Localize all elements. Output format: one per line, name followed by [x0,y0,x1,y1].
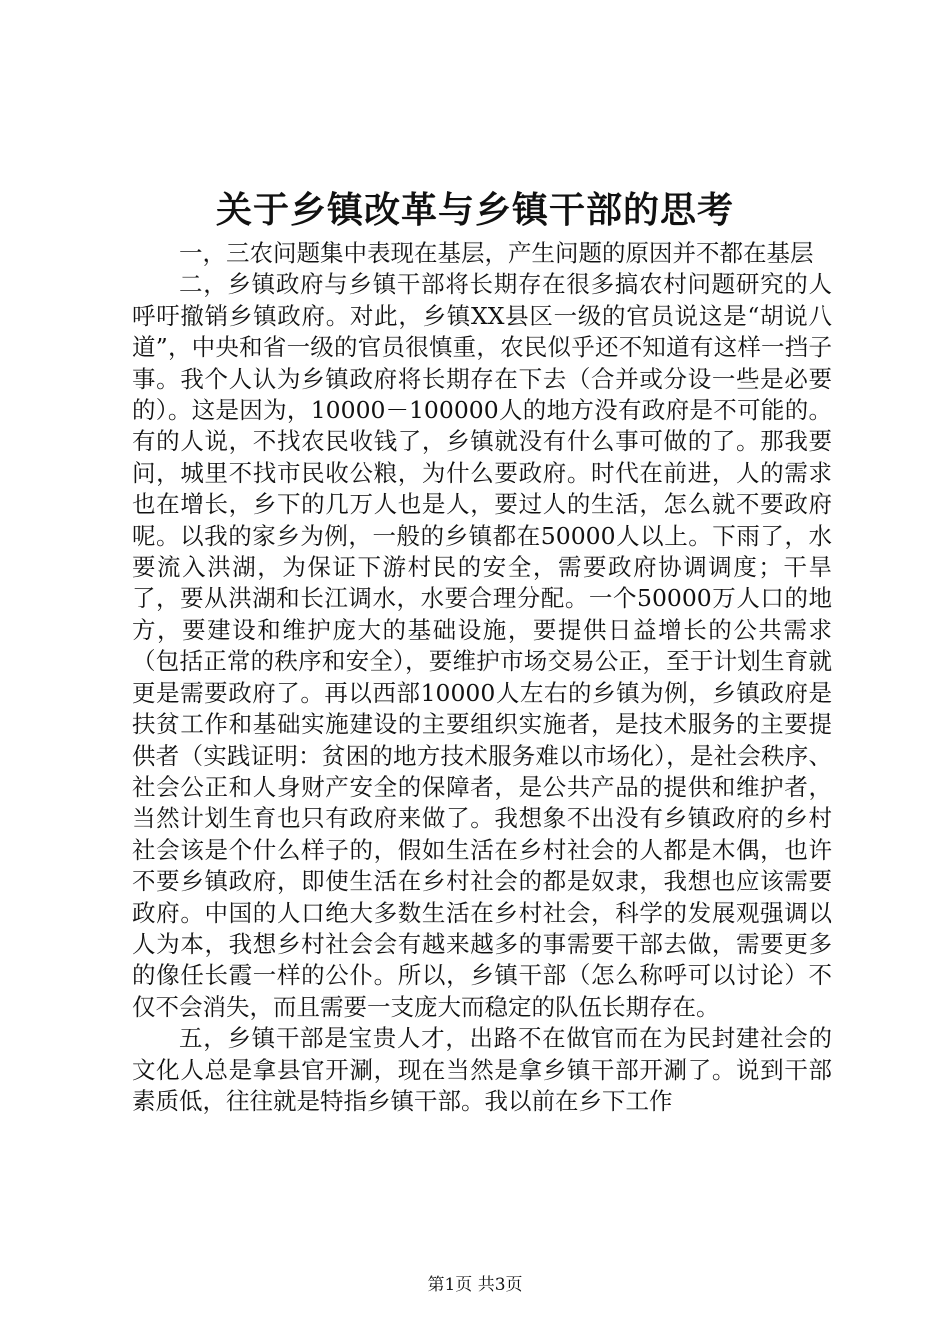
page-footer: 第1页 共3页 [427,1275,523,1295]
paragraph-2: 二，乡镇政府与乡镇干部将长期存在很多搞农村问题研究的人呼吁撤销乡镇政府。对此，乡镇XX县区一级的官员说这是“胡说八道”，中央和省一级的官员很慎重，农民似乎还不知道有这样一挡子事。我个人认为乡镇政府将长期存在下去（合并或分设一些是必要的）。这是因为，10000－100000人的地方没有政府是不可能的。有的人说，不找农民收钱了，乡镇就没有什么事可做的了。那我要问，城里不找市民收公粮，为什么要政府。时代在前进，人的需求也在增长，乡下的几万人也是人，要过人的生活，怎么就不要政府呢。以我的家乡为例，一般的乡镇都在50000人以上。下雨了，水要流入洪湖，为保证下游村民的安全，需要政府协调调度；干旱了，要从洪湖和长江调水，水要合理分配。一个50000万人口的地方，要建设和维护庞大的基础设施，要提供日益增长的公共需求（包括正常的秩序和安全），要维护市场交易公正，至于计划生育就更是需要政府了。再以西部10000人左右的乡镇为例，乡镇政府是扶贫工作和基础实施建设的主要组织实施者，是技术服务的主要提供者（实践证明：贫困的地方技术服务难以市场化），是社会秩序、社会公正和人身财产安全的保障者，是公共产品的提供和维护者，当然计划生育也只有政府来做了。我想象不出没有乡镇政府的乡村社会该是个什么样子的，假如生活在乡村社会的人都是木偶，也许不要乡镇政府，即使生活在乡村社会的都是奴隶，我想也应该需要政府。中国的人口绝大多数生活在乡村社会，科学的发展观强调以人为本，我想乡村社会会有越来越多的事需要干部去做，需要更多的像任长霞一样的公仆。所以，乡镇干部（怎么称呼可以讨论）不仅不会消失，而且需要一支庞大而稳定的队伍长期存在。 [132,270,832,1021]
paragraph-1: 一，三农问题集中表现在基层，产生问题的原因并不都在基层 [179,239,814,267]
document-body [132,238,832,1117]
paragraph-3: 五，乡镇干部是宝贵人才，出路不在做官而在为民封建社会的文化人总是拿县官开涮，现在当然是拿乡镇干部开涮了。说到干部素质低，往往就是特指乡镇干部。我以前在乡下工作 [132,1024,832,1115]
document-title: 关于乡镇改革与乡镇干部的思考 [215,189,734,231]
